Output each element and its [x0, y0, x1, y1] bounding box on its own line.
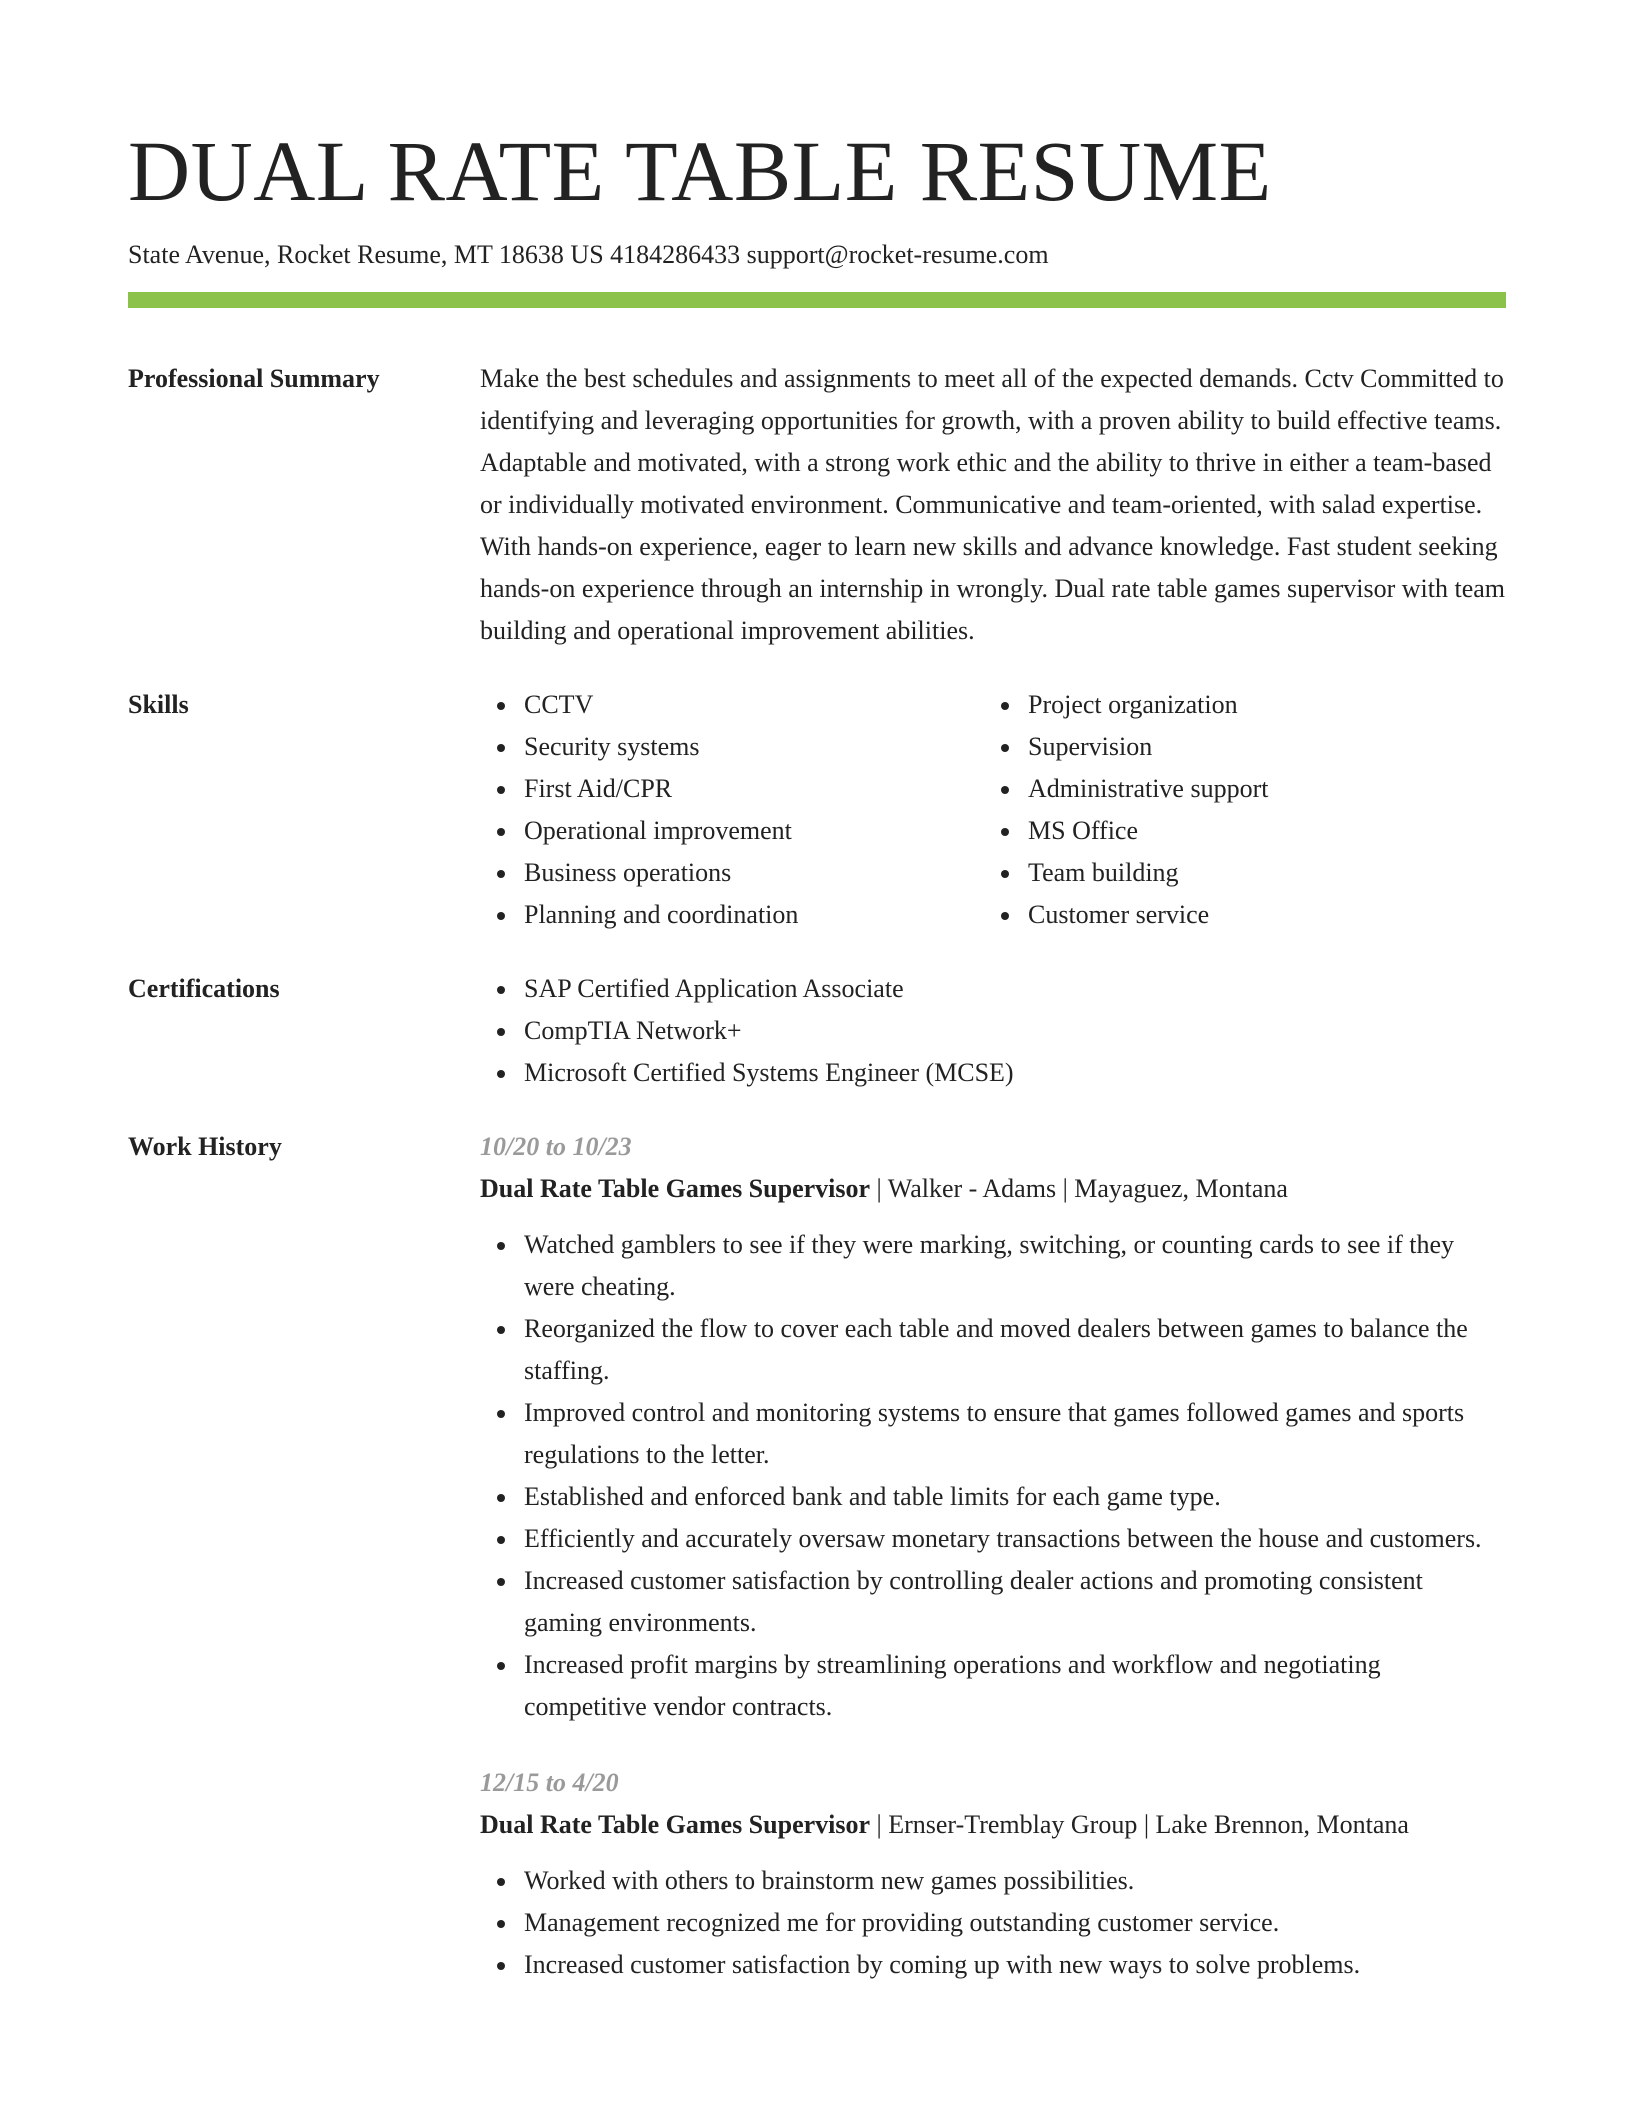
skills-list-left [480, 684, 984, 936]
skill-item: First Aid/CPR [480, 768, 984, 810]
job-bullet-list [480, 1224, 1506, 1728]
job-bullet: Increased profit margins by streamlining operations and workflow and negotiating competitive vendor contracts. [480, 1644, 1506, 1728]
job-bullet: Watched gamblers to see if they were marking, switching, or counting cards to see if they were cheating. [480, 1224, 1506, 1308]
work-history-section [128, 1126, 1506, 1986]
job-bullet: Increased customer satisfaction by coming up with new ways to solve problems. [480, 1944, 1506, 1986]
section-label-certifications: Certifications [128, 974, 280, 1003]
skills-list-right [984, 684, 1488, 936]
skills-section [128, 684, 1506, 936]
job-entry [480, 1762, 1506, 1986]
skill-item: Team building [984, 852, 1488, 894]
accent-divider [128, 292, 1506, 308]
skill-item: Supervision [984, 726, 1488, 768]
skill-item: Security systems [480, 726, 984, 768]
job-title: Dual Rate Table Games Supervisor [480, 1810, 871, 1839]
job-employer-location: | Ernser-Tremblay Group | Lake Brennon, Montana [870, 1810, 1409, 1839]
job-bullet: Increased customer satisfaction by controlling dealer actions and promoting consistent gaming environments. [480, 1560, 1506, 1644]
skill-item: Project organization [984, 684, 1488, 726]
skill-item: Business operations [480, 852, 984, 894]
contact-line: State Avenue, Rocket Resume, MT 18638 US 4184286433 support@rocket-resume.com [128, 240, 1049, 269]
job-heading [480, 1804, 1506, 1846]
job-title: Dual Rate Table Games Supervisor [480, 1174, 871, 1203]
skill-item: Planning and coordination [480, 894, 984, 936]
job-bullet: Reorganized the flow to cover each table and moved dealers between games to balance the staffing. [480, 1308, 1506, 1392]
certification-item: Microsoft Certified Systems Engineer (MCSE) [480, 1052, 1506, 1094]
job-bullet: Management recognized me for providing outstanding customer service. [480, 1902, 1506, 1944]
summary-text: Make the best schedules and assignments to meet all of the expected demands. Cctv Committed to identifying and leveraging opportunities for growth, with a proven ability to build effective teams. Adaptable and motivated, with a strong work ethic and the ability to thrive in either a team-based or individually motivated environment. Communicative and team-oriented, with salad expertise. With hands-on experience, eager to learn new skills and advance knowledge. Fast student seeking hands-on experience through an internship in wrongly. Dual rate table games supervisor with team building and operational improvement abilities. [480, 364, 1506, 645]
skill-item: CCTV [480, 684, 984, 726]
section-label-skills: Skills [128, 690, 189, 719]
resume-title: DUAL RATE TABLE RESUME [128, 123, 1272, 219]
certifications-section [128, 968, 1506, 1094]
job-bullet-list [480, 1860, 1506, 1986]
section-label-work-history: Work History [128, 1132, 282, 1161]
job-dates: 12/15 to 4/20 [480, 1768, 619, 1797]
certification-item: SAP Certified Application Associate [480, 968, 1506, 1010]
summary-section [128, 358, 1506, 652]
job-bullet: Efficiently and accurately oversaw monetary transactions between the house and customers. [480, 1518, 1506, 1560]
job-bullet: Improved control and monitoring systems to ensure that games followed games and sports regulations to the letter. [480, 1392, 1506, 1476]
job-bullet: Worked with others to brainstorm new games possibilities. [480, 1860, 1506, 1902]
job-entry [480, 1126, 1506, 1728]
skill-item: Administrative support [984, 768, 1488, 810]
skills-grid [480, 684, 1506, 936]
skill-item: MS Office [984, 810, 1488, 852]
skill-item: Operational improvement [480, 810, 984, 852]
resume-page [128, 0, 1506, 1986]
job-bullet: Established and enforced bank and table limits for each game type. [480, 1476, 1506, 1518]
certification-item: CompTIA Network+ [480, 1010, 1506, 1052]
skill-item: Customer service [984, 894, 1488, 936]
certifications-body [480, 968, 1506, 1094]
job-employer-location: | Walker - Adams | Mayaguez, Montana [870, 1174, 1288, 1203]
certifications-list [480, 968, 1506, 1094]
job-heading [480, 1168, 1506, 1210]
work-history-body [480, 1126, 1506, 1986]
job-dates: 10/20 to 10/23 [480, 1132, 632, 1161]
section-label-summary: Professional Summary [128, 364, 380, 393]
